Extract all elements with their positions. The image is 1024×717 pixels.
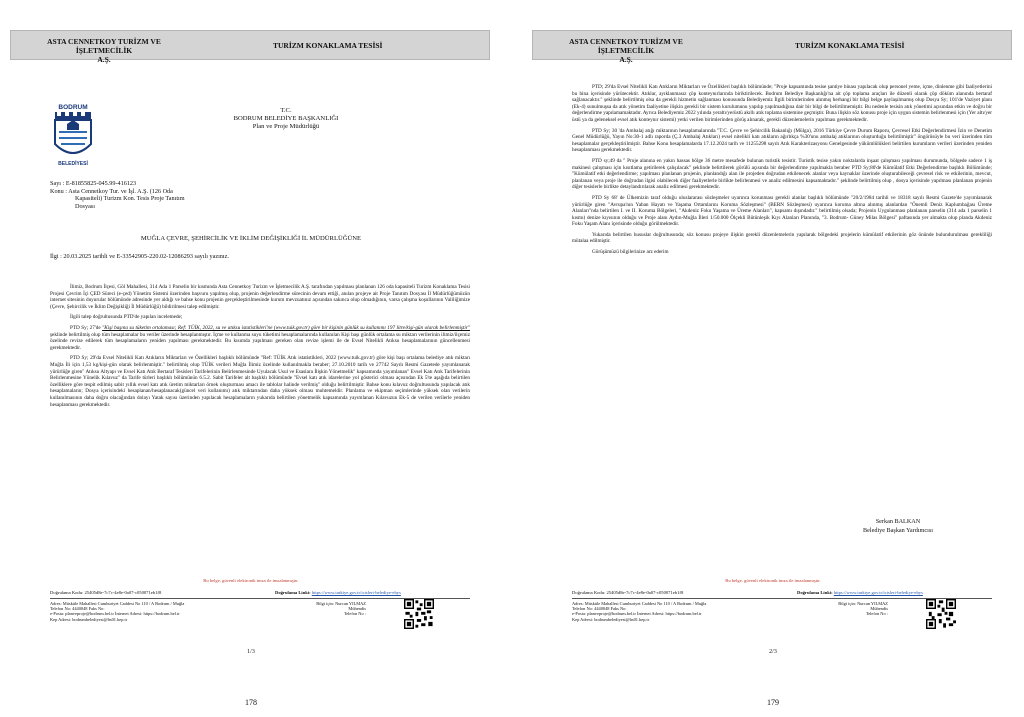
konu-cont: Kapasiteli) Turizm Kon. Tesis Proje Tanıtım [75,195,185,203]
konu-cont: Dosyası [75,202,95,210]
signer-name: Serkan BALKAN [875,518,921,525]
contact-line: Telefon No : [343,611,366,617]
institution-block [186,107,386,132]
address-line: Adres: Müsküle Mahallesi Cumhuriyet Caddesi No 110 / A Bodrum / Muğla [50,601,185,606]
verification-row [50,590,490,595]
paragraph: İlgili talep doğrultusunda PTD'de yapılan incelemede; [70,314,183,321]
paragraph: Yukarıda belirtilen hususlar doğrultusunda; söz konusu projeye ilişkin gerekli düzenlemelerin yapılarak bölgedeki projelerin kümülatif etkilerinin göz önünde bulundurulması gerekliliği mütalaa edilmiştir. [572,231,992,245]
esign-note: Bu belge, güvenli elektronik imza ile imzalanmıştır. [203,578,299,583]
contact-line: Telefon No : [865,611,888,617]
institution-line: T.C. [280,107,292,114]
contact-line: Bilgi için: Nurcan YILMAZ [316,601,366,606]
company-line-2: A.Ş. [619,55,633,64]
verify-label: Doğrulama Linki: [275,590,311,595]
paragraph: PTD Sy 68' de Ülkemizin taraf olduğu uluslararası sözleşmeler uyarınca korunması gerekli alanlar başlıklı bölümünde "20/2/1984 tarihli ve 18318 sayılı Resmi Gazete'de yayımlanarak yürürlüğe giren "Avrupa'nın Yaban Hayatı ve Yaşama Ortamlarını Koruma Sözleşmesi" (BERN Sözleşmesi) uyarınca koruma altına alınmış alanlardan "Önemli Deniz Kaplumbağası Üreme Alanları"nda belirtilen I. ve II. Koruma Bölgeleri, "Akdeniz Foku Yaşama ve Üreme Alanları", kapsamı dışındadır." belirtilmiş olsada; Projenin Uygulanması planlanan parselin (314 ada 1 parselin 1 kısmı) denize kıyısının olduğu ve Proje alanı Aydın-Muğla İlleri 1/50.000 Ölçekli Bütünleşik Kıyı Alanları Planında, "3. Bodrum- Güney Milas Bölgesi" paftasında yer almakta olup planda Akdeniz Foku Yaşam Alanı içerisinde olduğu görülmektedir. [572,194,992,228]
paragraph: PTD sy;49 da " Proje alanına en yakın hassas bölge 36 metre mesafede bulunan turistik tesistir. Turistik tesise yakın noktalarda inşaat çalışması yapılması durumunda, bölgede sadece 1 iş makinesi çalışması için kısıtlama getirilerek çalışılacak" şeklinde belirtilerek görülü açısında bir değerlendirme yapılmakla beraber PTD Sy;80'de Kümülatif Etki Değerlendirme başlıklı Bölümünde; "Kümülatif etki değerlendirme; yapılması planlanan projenin, planlandığı alan ile projeden doğrudan etkilenecek alanlar veya kaynaklar üzerinde oluşturabileceği çevresel risk ve etkilerinin, mevcut, planlanan veya proje ile doğrudan ilgisi olabilecek diğer faaliyetlerle birlikte belirlenmesi ve analiz edilmesini kapsamaktadır." şeklinde belirtilmiş olup , dosya içerisinde yapılması planlanan projenin diğer tesislerle birlikte detaylandırılarak analiz edilmesi gerekmektedir. [572,157,992,191]
company-line-1: ASTA CENNETKOY TURİZM VE İŞLETMECİLİK [47,37,161,55]
closing: Görüşümüzü bilgilerinize arz ederim [592,249,669,256]
qr-code-icon [404,599,434,629]
verify-link[interactable]: https://www.turkiye.gov.tr/icisleri-belediye-ebys [311,590,401,595]
contact-line: Mühendis [870,606,888,612]
signature-block [828,517,968,535]
company-line-2: A.Ş. [97,55,111,64]
paragraph: PTD Sy; 29'da Evsel Nitelikli Katı Atıkların Miktarları ve Özellikleri başlıklı bölümünde "Ref: TÜİK Atık istatistikleri, 2022 (www.tuik.gov.tr) göre kişi başı ortalama belediye atık miktarı Muğla İli için 1,53 kg/kişi-gün olarak belirlenmiştir." belirtilmiş olup TÜİK verileri Muğla İlimiz özelinde kullanılmakla beraber; 27.10.2010 tarih ve 27742 Sayılı Resmi Gazetede yayımlanarak yürürlüğe giren" Atıksu Altyapı ve Evsel Katı Atık Bertaraf Tesisleri Tarifelerinin Belirlenmesinde Uyulacak Usul ve Esaslara İlişkin Yönetmelik" kapsamında yayımlanan" Evsel Katı Atık Tarifelerinin Belirlenmesine Yönelik Kılavuz" da Tarife türleri başlıklı bölümünün 6.5.2. Sabit Tarifeler alt başlıklı bölümünde "Evsel katı atık idarelerine yol gösterici olması açısından Ek 5'te aşağıda belirtilen özelliklere göre tespit edilmiş sabit yıllık evsel katı atık üretim miktarları örnek oluşturması amacı ile tablolar halinde verilmiş" olduğu belirtilmiştir. Bahse konu kılavuz doğrultusunda yapılacak atık hesaplamaların; Dosya içerisindeki hesaplanan/hesaplanacak(güncel veri kullanımı) atık miktarından daha yüksek olması muhtemeldir. Planlama ve ekipman seçimlerinde yüksek olan verilerin kullanılmasının daha doğru olacağından dolayı Yatak sayısı üzerinden yapılacak hesaplamaların yukarıda belirtilen yönetmelik kapsamında yayımlanan Kılavuzun Ek-5 de verilen verilerle yeniden hesaplanması gerekmektedir. [50,355,470,408]
contact-line: Bilgi için: Nurcan YILMAZ [838,601,888,606]
para-part: PTD Sy; 27'de [70,324,103,331]
sayi: Sayı : E-81855825-045.99-416123 [50,180,137,187]
address-line: Telefon No: 4440048 Faks No: [572,606,627,612]
contact-line: Mühendis [348,606,366,612]
page-header [10,30,490,64]
address-line: Kep Adresi: bodrumbelediyesi@hs01.kep.tr [50,616,128,622]
page-header [532,30,1012,64]
addressee: MUĞLA ÇEVRE, ŞEHİRCİLİK VE İKLİM DEĞİŞİKLİĞİ İL MÜDÜRLÜĞÜNE [140,235,362,242]
document-page-2 [528,0,1018,717]
footer-contact [738,601,888,617]
esign-note: Bu belge, güvenli elektronik imza ile imzalanmıştır. [725,578,821,583]
paragraph: İlimiz, Bodrum İlçesi, Göl Mahallesi, 314 Ada 1 Parselin bir kısmında Asta Cennetkoy Turizm ve İşletmecilik A.Ş. tarafından yapılması planlanan 126 oda kapasiteli Turizm Konaklama Tesisi Projesi Çevrim İçi ÇED Süreci (e-çed) Yönetim Sistemi üzerinden başvuru yapılmış olup, projenin değerlendirme sürecinin devam ettiği, anılan projeye ait Proje Tanıtım Dosyası İl Müdürlüğümüzün internet sitesinin duyurular bölümünde adresinde yer aldığı ve bahse konu projenin gerçekleştirilmesinde kurum mevzuatınız açısından sakınca olup olmadığının, varsa çalışma koşullarının Valiliğimize (Çevre, Şehircilik ve İklim Değişikliği İl Müdürlüğü) bildirilmesi talep edilmiştir. [50,284,470,310]
address-line: e-Posta: planveproje@bodrum.bel.tr İnternet Adresi: https://bodrum.bel.tr [572,611,702,617]
bodrum-logo-icon [50,102,96,170]
letter-body [572,84,992,260]
page-number: 1/3 [247,649,255,655]
konu: Konu : Asta Cennetkoy Tur. ve İşl. A.Ş. (126 Oda [50,187,173,195]
company-line-1: ASTA CENNETKOY TURİZM VE İŞLETMECİLİK [569,37,683,55]
verification-row [572,590,1012,595]
letter-body [50,284,470,412]
paragraph [50,325,470,351]
para-part: şeklinde belirtilmiş olup tüm hesaplamalar bu veriler üzerinde hesaplanmıştır. İçme ve kullanma suyu tüketimi hesaplamalarında kullanılan Kişi başı günlük ortalama su miktarı verilerinin ilimiz/ilçemiz özelinde revize edilerek tüm hesaplamaların yeniden yapılması gerekmektedir. Bu kısımda yapılması gereken olan revize işlemi ile de Evsel Nitelikli Atıksu hesaplamalarının güncellenmesi gerekmektedir. [50,331,470,351]
book-page-number: 178 [245,698,257,707]
header-title: TURİZM KONAKLAMA TESİSİ [273,41,383,50]
paragraph: PTD; 29'da Evsel Nitelikli Katı Atıkların Miktarları ve Özellikleri başlıklı bölümünde; "Proje kapsamında tesise şantiye binası yapılacak olup personel yeme, içme, dinlenme gibi faaliyetlerini bu bina içerisinde yürütecektir. Atıklar, ayıklanmasız çöp konteynırlarında biriktirilecek. Bodrum Belediye Başkanlığı'na ait çöp toplama araçları ile düzenli olarak çöp döküm alanında bertaraf sağlanacaktır." şeklinde belirtilmiş olsa da gerekli hizmetin sağlanması konusunda Belediyemiz İlgili birimlerinden alınmış herhangi bir bilgi belge paylaşılmamış olup Dosya Sy; 101'de Vaziyet planı (Ek-4) sunulmuşsa da atık yönetim faaliyetine ilişkin gerekli bir sistem kurulumunu yapılıp yapılmadığına dair bir bilgi de belirtilmemiştir. Bu nedenle tesisin atık yönetimi açısından etkin ve doğru bir değerlendirme yapılamamaktadır. Ayrıca Belediyemiz 2022 yılında yeraltı/yerüstü akıllı atık toplama sistemine geçmiştir. Buna ilişkin söz konusu proje için uygun sistemin belirlenmesi için (Yer altı/yer üstü ya da geleneksel evsel atık konteynır sistemi) yetki verilen birimlerinden görüş alınarak, gerekli düzenlemelerin yapılması gerekmektedir. [572,84,992,123]
qr-code-icon [926,599,956,629]
paragraph: PTD Sy; 30 'da Ambalaj atığı miktarının hesaplamalarında "T.C. Çevre ve Şehircilik Bakanlığı (Mülga), 2016 Türkiye Çevre Durum Raporu, Çevresel Etki Değerlendirmesi İzin ve Denetim Genel Müdürlüğü, Yayın No:30-1 adlı raporda (Ç.3 Ambalaj Atıkları) evsel nitelikli katı atıkların ağırlıkça %30'unu ambalaj atıklarının oluşturduğu belirtilmiştir" öngörüsüyle bu veri üzerinden tüm hesaplamalar gerçekleştirilmiştir. Bahse Konu hesaplamalarda 17.12.2024 tarih ve 11255298 sayılı Atık Karakterizasyonu Genelgesinde yükümlülükleri belirtilen kurumların verileri üzerinden yeniden hesaplanması gerekmektedir. [572,127,992,154]
address-line: e-Posta: planveproje@bodrum.bel.tr İnternet Adresi: https://bodrum.bel.tr [50,611,180,617]
verify-label: Doğrulama Linki: [797,590,833,595]
logo-text-bottom: BELEDİYESİ [58,161,88,167]
institution-line: BODRUM BELEDİYE BAŞKANLIĞI [233,115,339,123]
address-line: Telefon No: 4440048 Faks No: [50,606,105,612]
para-quote: "Kişi başına su tüketim ortalaması; Ref: TÜİK, 2022, su ve atıksu istatistikleri'ne (www.tuik.gov.tr) göre bir kişinin günlük su kullanımı 197 litre/kişi-gün olarak belirlenmiştir" [102,324,470,331]
book-page-number: 179 [767,698,779,707]
institution-line: Plan ve Proje Müdürlüğü [252,123,320,131]
company-name [19,37,189,64]
address-line: Kep Adresi: bodrumbelediyesi@hs01.kep.tr [572,616,650,622]
header-title: TURİZM KONAKLAMA TESİSİ [795,41,905,50]
signer-title: Belediye Başkan Yardımcısı [863,527,933,534]
ilgi-line: İlgi : 20.03.2025 tarihli ve E-33542905-220.02-12086293 sayılı yazınız. [50,253,229,260]
page-number: 2/3 [769,649,777,655]
verify-code: Doğrulama Kodu: 25405d8e-7c7c-4e8e-0a07-c050071eb1f8 [572,590,684,595]
document-meta [50,180,280,210]
address-line: Adres: Müsküle Mahallesi Cumhuriyet Caddesi No 110 / A Bodrum / Muğla [572,601,707,606]
document-page-1 [6,0,496,717]
footer-contact [216,601,366,617]
verify-code: Doğrulama Kodu: 25405d8e-7c7c-4e8e-0a07-c050071eb1f8 [50,590,162,595]
verify-link[interactable]: https://www.turkiye.gov.tr/icisleri-belediye-ebys [833,590,923,595]
company-name [541,37,711,64]
logo-text-top: BODRUM [58,104,88,111]
